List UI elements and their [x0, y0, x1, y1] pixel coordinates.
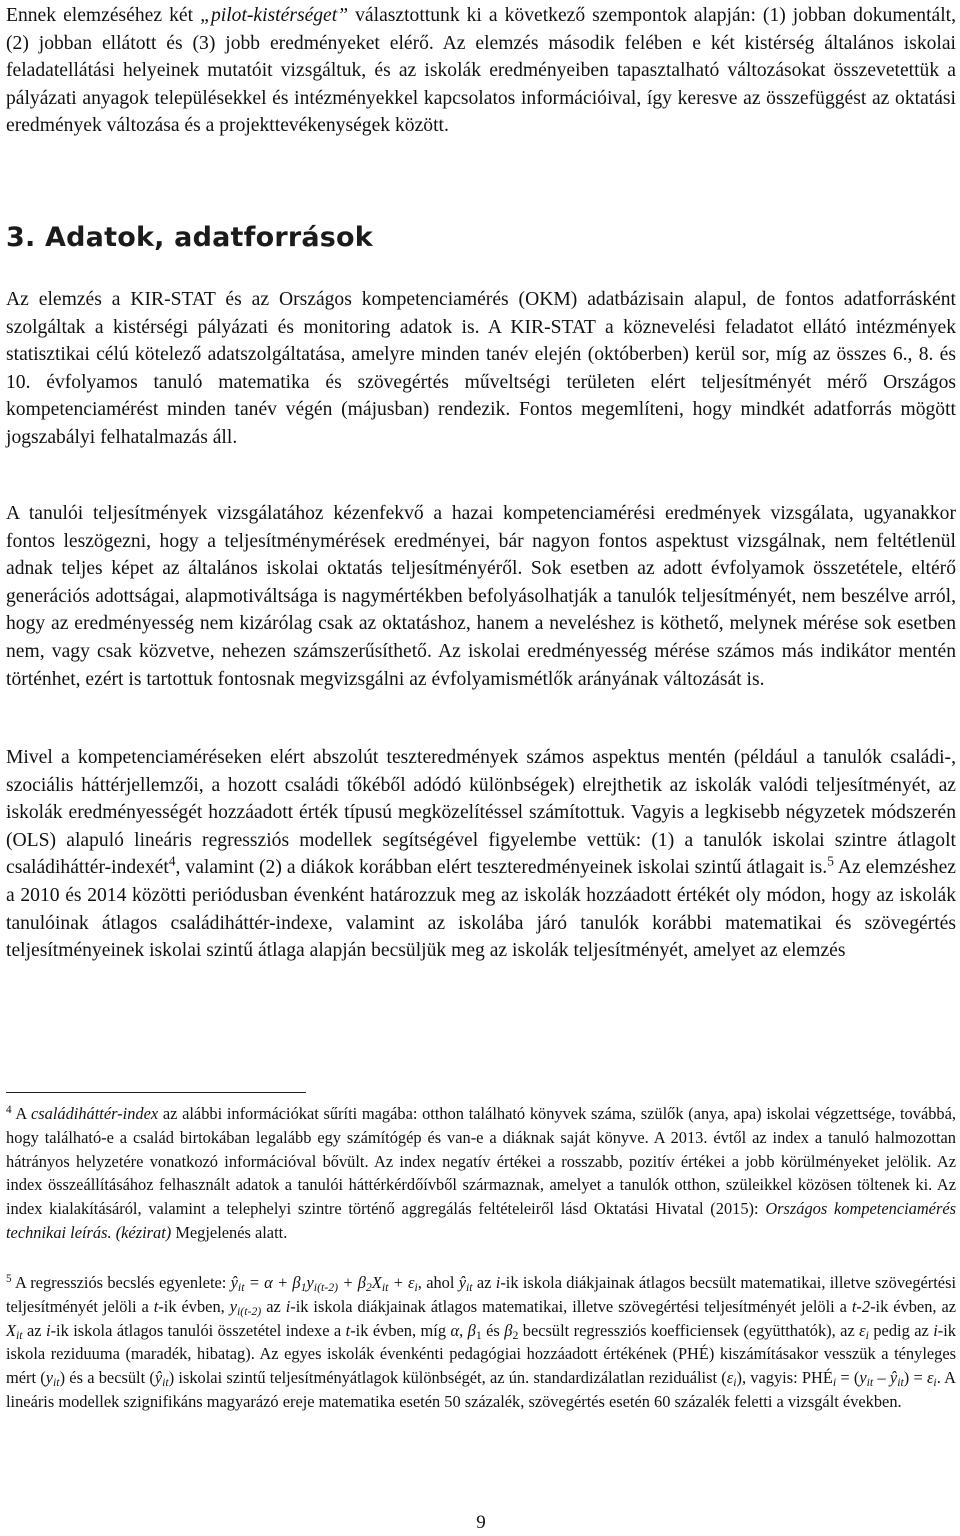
footnote-divider	[6, 1092, 306, 1093]
fn4-text: az alábbi információkat sűríti magába: otthon található könyvek száma, szülők (anya, apa) iskolai végzettsége, továbbá, hogy található-e a család birtokában legalább egy számítógép és van-e a diáknak saját könyve. A 2013. évtől az index a tanuló halmozottan hátrányos helyzetére vonatkozó információval bővült. Az index negatív értékei a rosszabb, pozitív értékei a jobb körülményeket jelölik. Az index összeállításához felhasznált adatok a tanulói háttérkérdőívből származnak, amelyet a tanulók otthon, szüleikkel közösen töltenek ki. Az index kialakításáról, valamint a telephelyi szintre történő aggregálás feltételeiről lásd Oktatási Hivatal (2015):	[6, 1104, 956, 1219]
body-paragraph-data-sources: Az elemzés a KIR-STAT és az Országos kompetenciamérés (OKM) adatbázisain alapul, de fontos adatforrásként szolgáltak a kistérségi pályázati és monitoring adatok is. A KIR-STAT a köznevelési feladatot ellátó intézmények statisztikai célú kötelező adatszolgáltatása, amelyre minden tanév elején (októberben) kerül sor, míg az összes 6., 8. és 10. évfolyamos tanuló matematika és szövegértés műveltségi területen elért teljesítményét mérő Országos kompetenciamérést minden tanév végén (májusban) rendezik. Fontos megemlíteni, hogy mindkét adatforrás mögött jogszabályi felhatalmazás áll.	[6, 289, 956, 448]
footnote-ref-4[interactable]: 4	[168, 854, 176, 870]
p3-text-c: Az elemzéshez a 2010 és 2014 közötti periódusban évenként határozzuk meg az iskolák hozzáadott értékét oly módon, hogy az iskolák tanulóinak átlagos családiháttér-indexe, valamint az iskolába járó tanulók korábbi matematikai és szövegértés teljesítményeinek iskolai szintű átlaga alapján becsüljük meg az iskolák teljesítményét, amelyet az elemzés	[6, 857, 956, 962]
section-heading: 3. Adatok, adatforrások	[6, 222, 373, 253]
intro-text: Ennek elemzéséhez két	[6, 5, 201, 26]
footnote-4: $^4$ A családiháttér-index az alábbi információkat sűríti magába: otthon található könyvek száma, szülők (anya, apa) iskolai végzettsége, továbbá, hogy található-e a család birtokában legalább egy számítógép és van-e a diáknak saját könyve. A 2013. évtől az index a tanuló halmozottan hátrányos helyzetére vonatkozó információval bővült. Az index negatív értékei a rosszabb, pozitív értékei a jobb körülményeket jelölik. Az index összeállításához felhasznált adatok a tanulói háttérkérdőívből származnak, amelyet a tanulók otthon, szüleikkel közösen töltenek ki. Az index kialakításáról, valamint a telephelyi szintre történő aggregálás feltételeiről lásd Oktatási Hivatal (2015): Országos kompetenciamérés technikai leírás. (kézirat) Megjelenés alatt.	[6, 1103, 956, 1242]
footnote-ref-5[interactable]: 5	[827, 854, 834, 870]
pilot-term: „pilot-kistérséget”	[200, 5, 349, 26]
body-paragraph-student-performance: A tanulói teljesítmények vizsgálatához kézenfekvő a hazai kompetenciamérési eredmények vizsgálata, ugyanakkor fontos leszögezni, hogy a teljesítménymérések eredményei, bár nagyon fontos aspektust vizsgálnak, nem feltétlenül adnak teljes képet az általános iskolai oktatás teljesítményéről. Sok esetben az adott évfolyamok összetétele, eltérő generációs adottságai, alapmotiváltsága is nagymértékben befolyásolhatják a tanulók teljesítményét, nem beszélve arról, hogy az eredményesség nem kizárólag csak az oktatáshoz, hanem a neveléshez is köthető, melynek mérése sok esetben nem, vagy csak közvetve, nehezen számszerűsíthető. Az iskolai eredményesség mérése számos más indikátor mentén történhet, ezért is tartottuk fontosnak megvizsgálni az évfolyamismétlők arányának változását is.	[6, 503, 956, 690]
footnote-5: $^5$ A regressziós becslés egyenlete: $ŷ_{it} = \alpha + \beta_1y_{i(t-2)} + \beta_2X_{it} + \varepsilon_i$, ahol $ŷ_{it}$ az i-ik iskola diákjainak átlagos becsült matematikai, illetve szövegértési teljesítményét jelöli a t-ik évben, $y_{i(t-2)}$ az i-ik iskola diákjainak átlagos matematikai, illetve szövegértési teljesítményét jelöli a t-2-ik évben, az $X_{it}$ az i-ik iskola átlagos tanulói összetétel indexe a t-ik évben, míg α, $\beta_1$ és $\beta_2$ becsült regressziós koefficiensek (együtthatók), az $\varepsilon_i$ pedig az i-ik iskola reziduuma (maradék, hibatag). Az egyes iskolák évenkénti pedagógiai hozzáadott értékének (PHÉ) kiszámításakor vesszük a tényleges mért $(y_{it})$ és a becsült $(ŷ_{it})$ iskolai szintű teljesítményátlagok különbségét, az ún. standardizálatlan reziduálist $(\varepsilon_i)$, vagyis: $PHÉ_i = (y_{it}$ – $ŷ_{it}) = \varepsilon_i$. A lineáris modellek szignifikáns magyarázó ereje matematika esetén 50 százalék, szövegértés esetén 60 százalék feletti a vizsgált években.	[6, 1272, 957, 1411]
fn5-text: A regressziós becslés egyenlete:	[14, 1273, 231, 1292]
p3-text-a: Mivel a kompetenciaméréseken elért abszolút teszteredmények számos aspektus mentén (például a tanulók családi-, szociális háttérjellemzői, a hozott családi tőkéből adódó különbségek) elrejthetik az iskolák valódi teljesítményét, az iskolák eredményességét hozzáadott érték típusú megközelítéssel számítottuk. Vagyis a legkisebb négyzetek módszerén (OLS) alapuló lineáris regressziós modellek segítségével figyelembe vettük: (1) a tanulók iskolai szintre átlagolt családiháttér-indexét	[6, 747, 956, 879]
fn4-term: családiháttér-index	[31, 1104, 159, 1123]
p3-text-b: , valamint (2) a diákok korábban elért teszteredményeinek iskolai szintű átlagait is.	[175, 857, 828, 879]
intro-paragraph	[6, 2, 956, 140]
footnote-number: 4	[6, 1103, 12, 1116]
intro-text-cont: választottunk ki a következő szempontok alapján: (1) jobban dokumentált, (2) jobban ellátott és (3) jobb eredményeket elérő. Az elemzés második felében e két kistérség általános iskolai feladatellátási helyeinek mutatóit vizsgáltuk, és az iskolák eredményeiben tapasztalható változásokat összevetettük a pályázati anyagok településekkel és intézményekkel kapcsolatos információival, így keresve az összefüggést az oktatási eredmények változása és a projekttevékenységek között.	[6, 5, 956, 137]
body-paragraph-value-added	[6, 744, 956, 965]
page-number: 9	[476, 1512, 486, 1533]
fn4-text-end: Megjelenés alatt.	[171, 1222, 288, 1242]
footnote-number: 5	[6, 1272, 12, 1285]
regression-equation: $ŷ_{it} = \alpha + \beta_1y_{i(t-2)} + \beta_2X_{it} + \varepsilon_i$	[230, 1273, 418, 1294]
fn4-citation: Országos kompetenciamérés technikai leírás. (kézirat)	[6, 1199, 956, 1242]
